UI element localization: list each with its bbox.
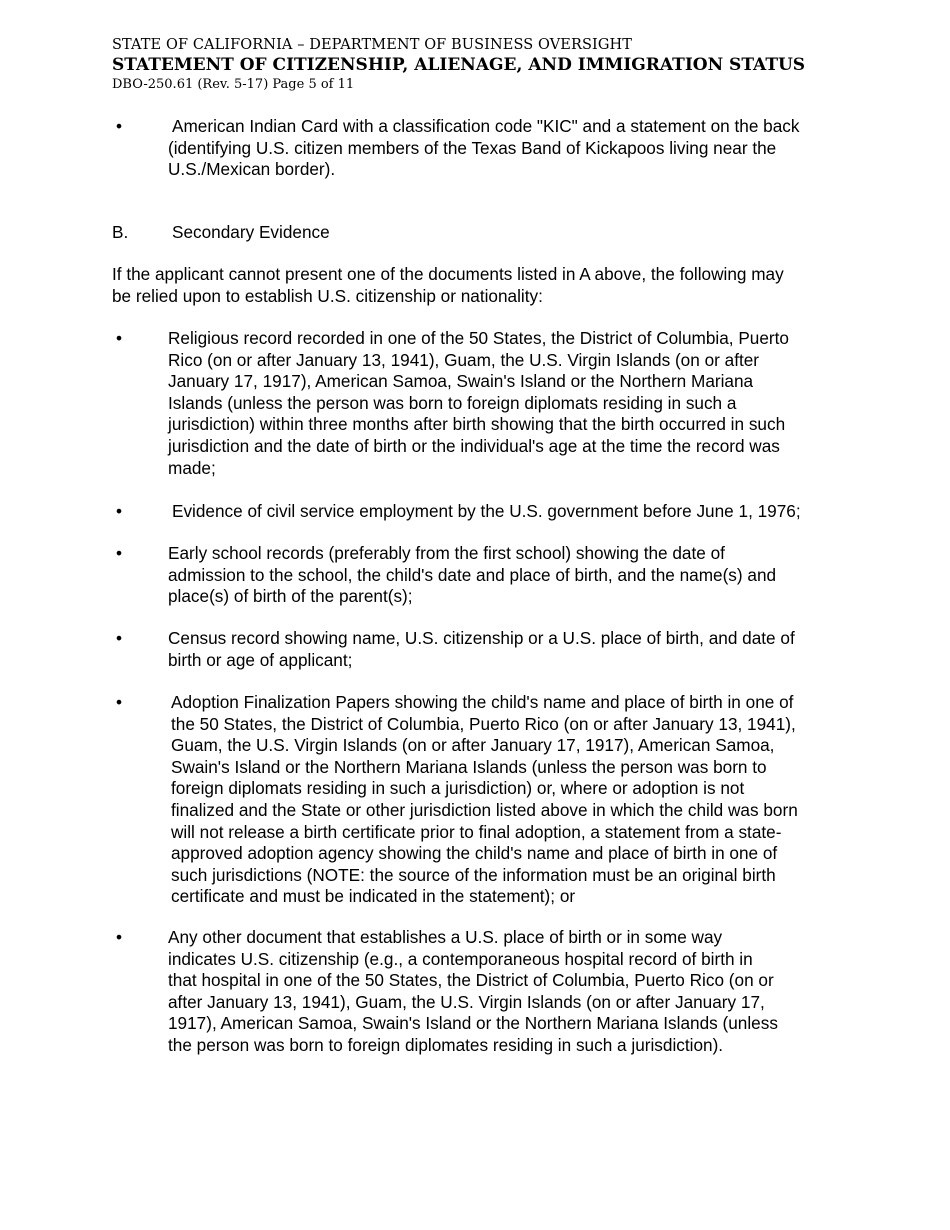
list-item-text [172, 501, 801, 523]
text-line: Any other document that establishes a U.S. place of birth or in some way [168, 927, 723, 947]
text-line: finalized and the State or other jurisdiction listed above in which the child was born [171, 799, 798, 820]
bullet-icon: • [116, 543, 123, 563]
text-line: that hospital in one of the 50 States, the District of Columbia, Puerto Rico (on or [168, 970, 774, 991]
text-line: the person was born to foreign diplomates residing in such a jurisdiction). [168, 1034, 724, 1055]
text-line: 1917), American Samoa, Swain's Island or the Northern Mariana Islands (unless [168, 1013, 778, 1034]
text-line: Census record showing name, U.S. citizenship or a U.S. place of birth, and date of [168, 628, 795, 648]
text-line: made; [168, 457, 216, 478]
text-line: Guam, the U.S. Virgin Islands (on or after January 17, 1917), American Samoa, [171, 735, 775, 756]
bullet-icon: • [116, 116, 123, 136]
bullet-icon: • [116, 692, 123, 712]
text-line: will not release a birth certificate prior to final adoption, a statement from a state- [171, 821, 782, 842]
text-line: birth or age of applicant; [168, 649, 353, 670]
header-agency: STATE OF CALIFORNIA – DEPARTMENT OF BUSINESS OVERSIGHT [112, 37, 633, 53]
bullet-icon: • [116, 501, 123, 521]
text-line: (identifying U.S. citizen members of the Texas Band of Kickapoos living near the [168, 137, 777, 158]
text-line: U.S./Mexican border). [168, 159, 336, 180]
text-line: admission to the school, the child's date and place of birth, and the name(s) and [168, 564, 777, 585]
list-item-text [168, 328, 789, 479]
text-line: If the applicant cannot present one of the documents listed in A above, the following may [112, 264, 784, 284]
text-line: jurisdiction) within three months after birth showing that the birth occurred in such [168, 414, 786, 435]
bullet-icon: • [116, 927, 123, 947]
text-line: Adoption Finalization Papers showing the child's name and place of birth in one of [171, 692, 794, 712]
header-form-info: DBO-250.61 (Rev. 5-17) Page 5 of 11 [112, 77, 355, 92]
list-item-text [168, 927, 778, 1057]
text-line: Early school records (preferably from the first school) showing the date of [168, 543, 725, 563]
section-heading-b [112, 222, 330, 244]
text-line: Evidence of civil service employment by the U.S. government before June 1, 1976; [172, 501, 801, 521]
list-item-text [168, 116, 800, 181]
text-line: be relied upon to establish U.S. citizenship or nationality: [112, 285, 543, 306]
text-line: January 17, 1917), American Samoa, Swain's Island or the Northern Mariana [168, 371, 754, 392]
intro-paragraph [112, 264, 784, 307]
text-line: Religious record recorded in one of the 50 States, the District of Columbia, Puerto [168, 328, 789, 348]
text-line: approved adoption agency showing the child's name and place of birth in one of [171, 843, 778, 864]
list-item-text [168, 543, 776, 608]
text-line: American Indian Card with a classification code "KIC" and a statement on the back [172, 116, 800, 136]
text-line: certificate and must be indicated in the statement); or [171, 886, 576, 907]
section-letter: B. [112, 222, 129, 242]
section-title: Secondary Evidence [172, 222, 330, 242]
text-line: Swain's Island or the Northern Mariana Islands (unless the person was born to [171, 756, 767, 777]
text-line: place(s) of birth of the parent(s); [168, 586, 413, 607]
text-line: Rico (on or after January 13, 1941), Guam, the U.S. Virgin Islands (on or after [168, 349, 760, 370]
header-title: STATEMENT OF CITIZENSHIP, ALIENAGE, AND IMMIGRATION STATUS [112, 55, 806, 75]
text-line: indicates U.S. citizenship (e.g., a contemporaneous hospital record of birth in [168, 948, 753, 969]
bullet-icon: • [116, 328, 123, 348]
text-line: jurisdiction and the date of birth or the individual's age at the time the record was [168, 435, 780, 456]
text-line: Islands (unless the person was born to foreign diplomats residing in such a [168, 392, 737, 413]
list-item-text [171, 692, 798, 908]
text-line: foreign diplomats residing in such a jurisdiction) or, where or adoption is not [171, 778, 745, 799]
bullet-icon: • [116, 628, 123, 648]
list-item-text [168, 628, 795, 671]
page-header [112, 36, 805, 93]
text-line: after January 13, 1941), Guam, the U.S. Virgin Islands (on or after January 17, [168, 991, 765, 1012]
text-line: the 50 States, the District of Columbia, Puerto Rico (on or after January 13, 1941), [171, 713, 796, 734]
text-line: such jurisdictions (NOTE: the source of the information must be an original birth [171, 864, 776, 885]
